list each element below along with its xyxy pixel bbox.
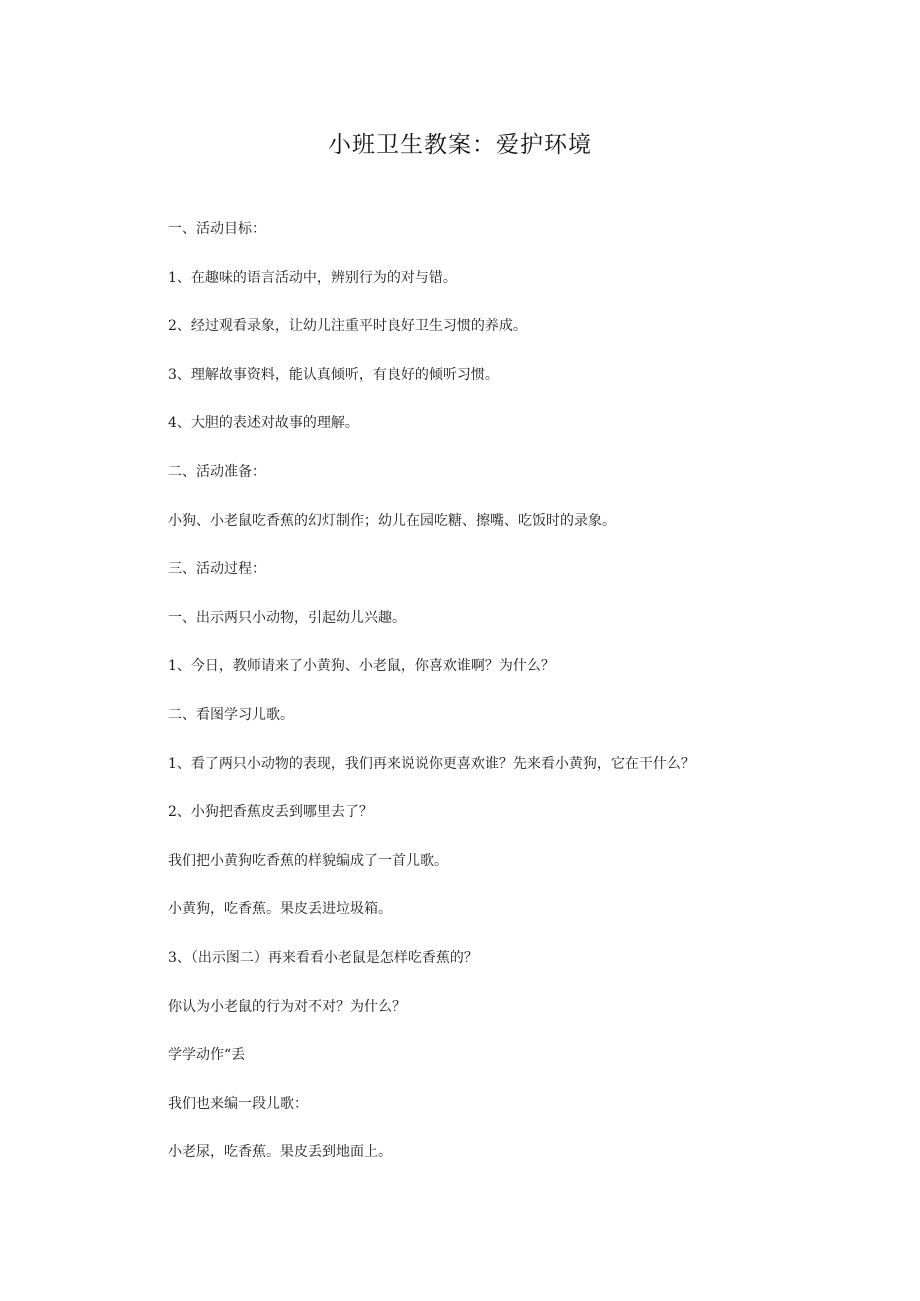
section-heading-preparation: 二、活动准备： (168, 463, 266, 480)
goal-item-1: 1、在趣味的语言活动中，辨别行为的对与错。 (168, 269, 457, 286)
process-step-2-heading: 二、看图学习儿歌。 (168, 706, 294, 723)
rhyme-line-mouse: 小老尿，吃香蕉。果皮丢到地面上。 (168, 1144, 392, 1161)
rhyme-line-dog: 小黄狗，吃香蕉。果皮丢进垃圾箱。 (168, 901, 392, 918)
paragraph-text: 我们也来编一段儿歌： (168, 1095, 308, 1112)
paragraph-text: 学学动作“丢 (168, 1047, 246, 1064)
process-step-2-item-3: 3、（出示图二）再来看看小老鼠是怎样吃香蕉的？ (168, 949, 478, 966)
document-body (168, 219, 768, 1191)
process-step-2-item-1: 1、看了两只小动物的表现，我们再来说说你更喜欢谁？先来看小黄狗，它在干什么？ (168, 755, 695, 772)
document-title: 小班卫生教案：爱护环境 (328, 132, 592, 158)
paragraph-text: 我们把小黄狗吃香蕉的样貌编成了一首儿歌。 (168, 852, 448, 869)
process-step-1-heading: 一、出示两只小动物，引起幼儿兴趣。 (168, 609, 406, 626)
process-step-2-item-2: 2、小狗把香蕉皮丢到哪里去了？ (168, 804, 373, 821)
section-heading-goals: 一、活动目标： (168, 221, 266, 237)
goal-item-3: 3、理解故事资料，能认真倾听，有良好的倾听习惯。 (168, 366, 499, 383)
preparation-text: 小狗、小老鼠吃香蕉的幻灯制作；幼儿在园吃糖、擦嘴、吃饭时的录象。 (168, 512, 616, 529)
goal-item-2: 2、经过观看录象，让幼儿注重平时良好卫生习惯的养成。 (168, 318, 527, 335)
section-heading-process: 三、活动过程： (168, 561, 266, 578)
goal-item-4: 4、大胆的表述对故事的理解。 (168, 415, 359, 432)
paragraph-text: 你认为小老鼠的行为对不对？为什么？ (168, 998, 406, 1015)
process-step-1-item-1: 1、今日，教师请来了小黄狗、小老鼠，你喜欢谁啊？为什么？ (168, 658, 555, 675)
